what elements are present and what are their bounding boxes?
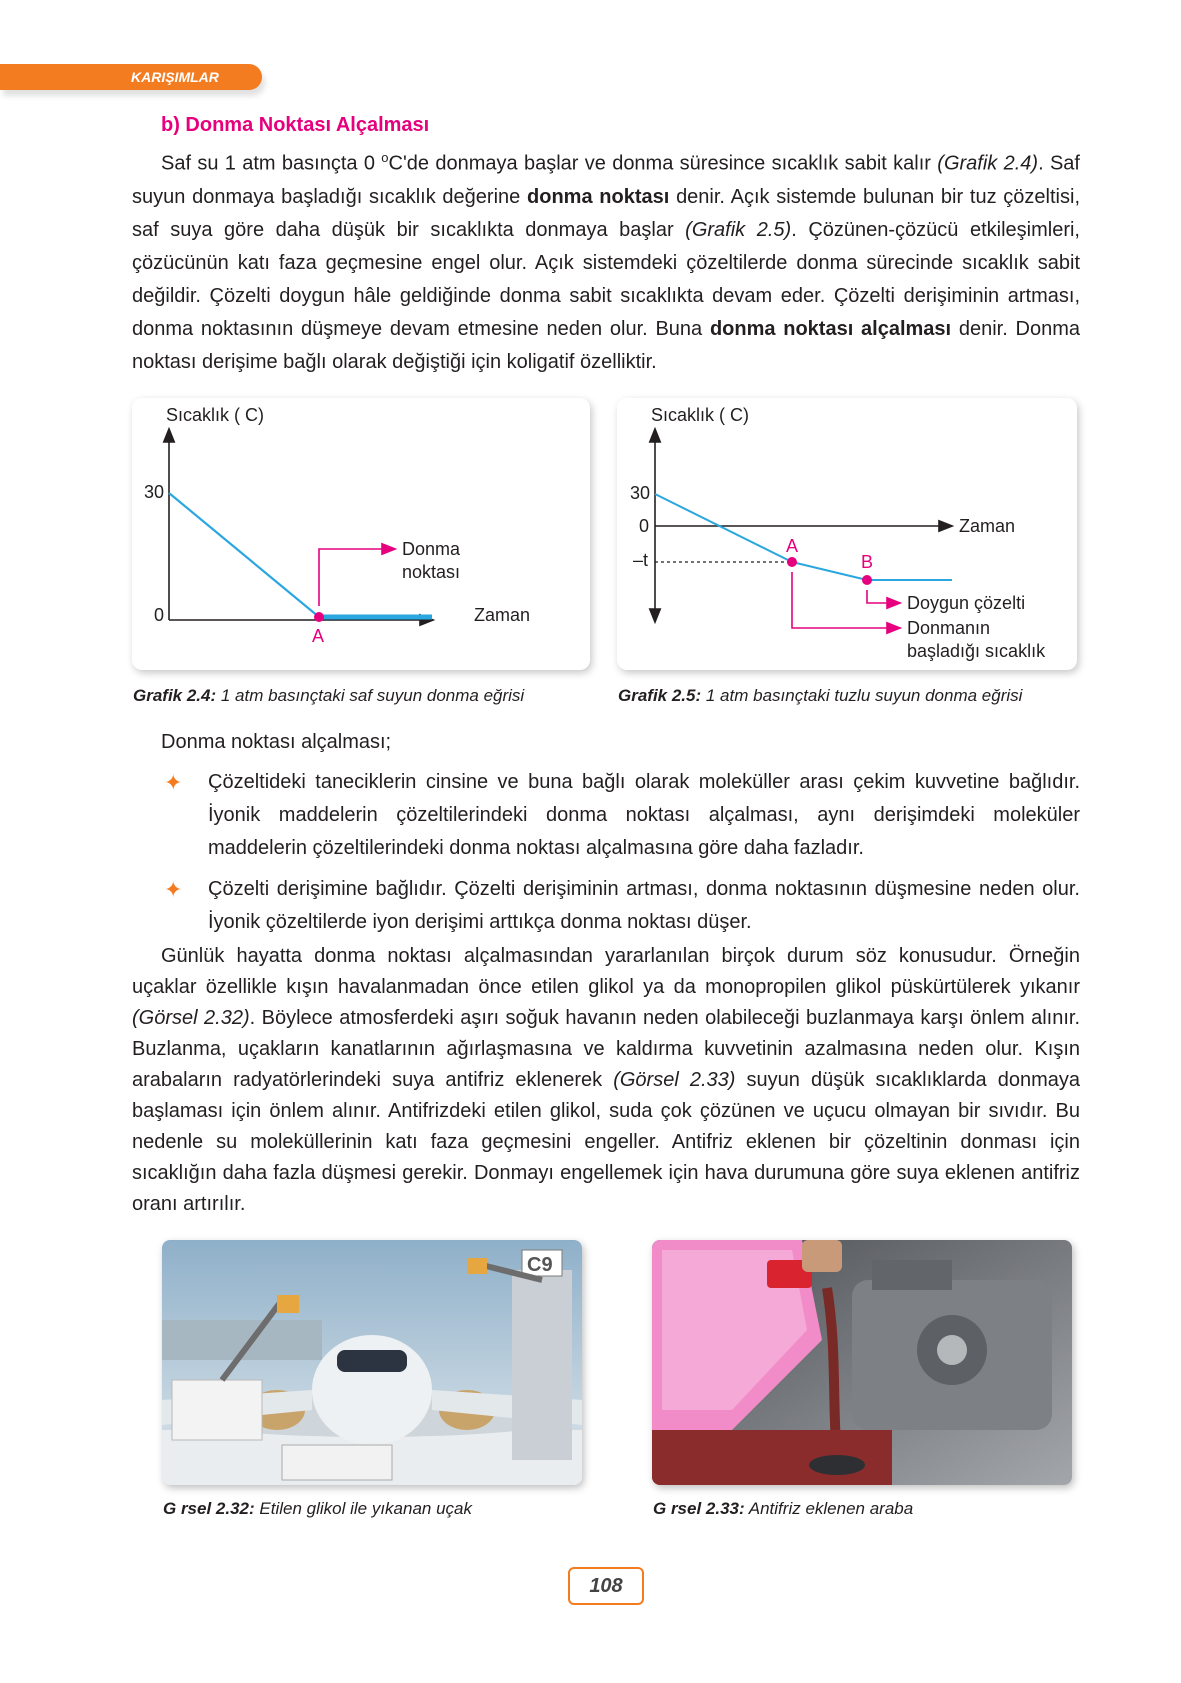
- point-a: [314, 612, 324, 622]
- tick-minus-t: –t: [633, 550, 649, 570]
- point-b-label: B: [861, 552, 874, 572]
- gate-sign: C9: [527, 1254, 553, 1276]
- annotation-a-line2: başladığı sıcaklık: [907, 641, 1046, 661]
- star-bullet-icon: ✦: [164, 877, 183, 902]
- page-number: 108: [568, 1567, 644, 1605]
- annotation-b-text: Doygun çözelti: [907, 593, 1026, 613]
- list-intro: Donma noktası alçalması;: [161, 731, 392, 753]
- photo-antifreeze-car: [652, 1240, 1072, 1485]
- annotation-a-line1: Donmanın: [907, 618, 991, 638]
- graph-pure-water: [132, 398, 590, 670]
- point-b: [862, 575, 872, 585]
- x-axis-label: Zaman: [959, 516, 1016, 536]
- tick-30: 30: [144, 482, 165, 502]
- section-heading: b) Donma Noktası Alçalması: [161, 114, 430, 136]
- point-a-label: A: [312, 626, 325, 646]
- annotation-line1: Donma: [402, 539, 461, 559]
- paragraph-applications: Günlük hayatta donma noktası alçalmasından yararlanılan birçok durum söz konusudur. Örneğin uçaklar özellikle kışın havalanmadan önce etilen glikol ya da monopropilen glikol püskürtülerek yıkanır (Görsel 2.32). Böylece atmosferdeki aşırı soğuk havanın neden olabileceği buzlanmaya karşı önlem alınır. Buzlanma, uçakların kanatlarının ağırlaşmasına ve kaldırma kuvvetinin azalmasına neden olur. Kışın arabaların radyatörlerindeki suya antifriz eklenerek (Görsel 2.33) suyun düşük sıcaklıklarda donmaya başlaması için önlem alınır. Antifrizdeki etilen glikol, suda çok çözünen ve uçucu olmayan bir sıvıdır. Bu nedenle su moleküllerinin katı faza geçmesini engeller. Antifriz eklenen bir çözeltinin donması için sıcaklığın daha fazla düşmesi gerekir. Donmayı engellemek için hava durumuna göre suya eklenen antifriz oranı artırılır.: [132, 945, 1080, 1215]
- photo-deicing-plane: [162, 1240, 582, 1485]
- annotation-arrow: [319, 549, 394, 606]
- annotation-b-arrow: [867, 590, 899, 603]
- graph2-caption: Grafik 2.5: 1 atm basınçtaki tuzlu suyun donma eğrisi: [618, 686, 1023, 705]
- freezing-line: [792, 562, 867, 580]
- list-item: ✦ Çözelti derişimine bağlıdır. Çözelti derişiminin artması, donma noktasının düşmesine neden olur. İyonik çözeltilerde iyon derişimi arttıkça donma noktası düşer.: [132, 873, 1080, 939]
- tick-0: 0: [639, 516, 650, 536]
- graph1-caption: Grafik 2.4: 1 atm basınçtaki saf suyun donma eğrisi: [133, 686, 525, 705]
- point-a-label: A: [786, 536, 799, 556]
- bullet-list: [132, 766, 1080, 947]
- paragraph-intro: Saf su 1 atm basınçta 0 $^o$C'de donmaya başlar ve donma süresince sıcaklık sabit kalır (Grafik 2.4). Saf suyun donmaya başladığı sıcaklık değerine donma noktası denir. Açık sistemde bulunan bir tuz çözeltisi, saf suya göre daha düşük bir sıcaklıkta donmaya başlar (Grafik 2.5). Çözünen-çözücü etkileşimleri, çözücünün katı faza geçmesine engel olur. Açık sistemdeki çözeltilerde donma sürecinde sıcaklık sabit değildir. Çözelti doygun hâle geldiğinde donma sabit sıcaklıkta devam eder. Çözelti derişiminin artması, donma noktasının düşmeye devam etmesine neden olur. Buna donma noktası alçalması denir. Donma noktası derişime bağlı olarak değiştiği için koligatif özelliktir.: [132, 150, 1080, 373]
- star-bullet-icon: ✦: [164, 770, 183, 795]
- y-axis-label: Sıcaklık ( C): [166, 405, 265, 425]
- cooling-line: [169, 493, 319, 617]
- list-item: ✦ Çözeltideki taneciklerin cinsine ve buna bağlı olarak moleküller arası çekim kuvvetine bağlıdır. İyonik maddelerin çözeltilerindeki donma noktası alçalması, aynı derişimdeki moleküler maddelerin çözeltilerindeki donma noktası alçalmasına göre daha fazladır.: [132, 766, 1080, 865]
- section-tab: [0, 64, 262, 90]
- tick-0: 0: [154, 605, 165, 625]
- graph-salt-water: [617, 398, 1077, 670]
- y-axis-label: Sıcaklık ( C): [651, 405, 750, 425]
- tick-30: 30: [630, 483, 651, 503]
- section-title: KARIŞIMLAR: [131, 69, 219, 85]
- cooling-line: [655, 494, 792, 562]
- annotation-line2: noktası: [402, 562, 461, 582]
- photo1-caption: G rsel 2.32: Etilen glikol ile yıkanan uçak: [163, 1499, 473, 1518]
- x-axis-label: Zaman: [474, 605, 531, 625]
- point-a: [787, 557, 797, 567]
- photo2-caption: G rsel 2.33: Antifriz eklenen araba: [653, 1499, 914, 1518]
